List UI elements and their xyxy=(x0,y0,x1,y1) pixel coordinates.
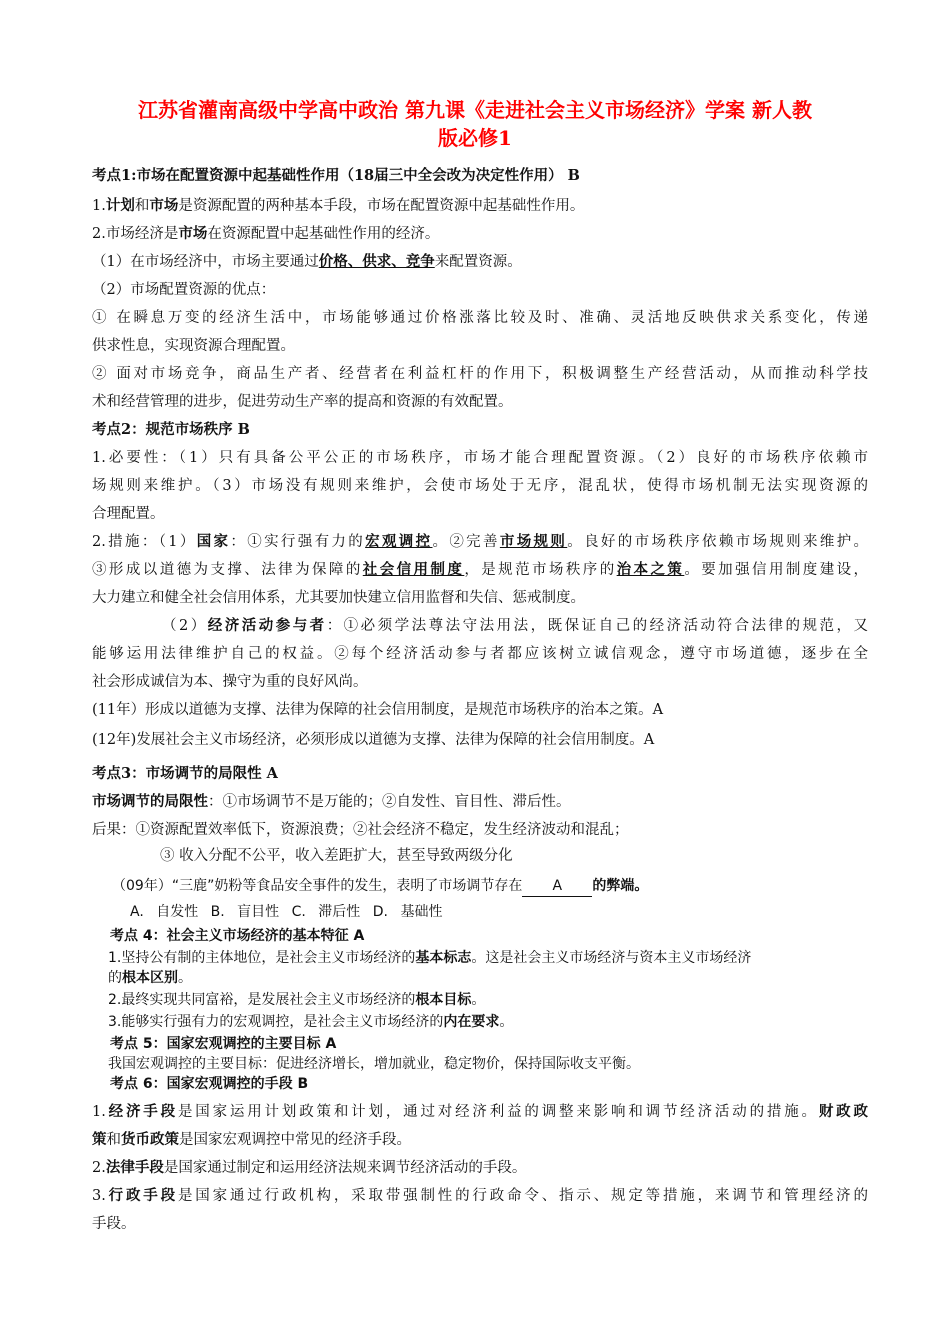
text: 的 xyxy=(108,970,122,986)
text: ③形成以道德为支撑、法律为保障的 xyxy=(92,562,363,578)
text: 。②完善 xyxy=(432,534,500,550)
text: 是国家通过行政机构，采取带强制性的行政命令、指示、规定等措施，来调节和管理经济的 xyxy=(177,1188,868,1204)
title-line-1: 江苏省灌南高级中学高中政治 第九课《走进社会主义市场经济》学案 新人教 xyxy=(138,98,812,122)
text: 在资源配置中起基础性作用的经济。 xyxy=(207,226,440,242)
text: 。要加强信用制度建设， xyxy=(684,562,869,578)
emphasis: 财政政 xyxy=(818,1103,869,1120)
kp2-line-7 xyxy=(162,616,868,636)
text: ，是规范市场秩序的 xyxy=(464,562,617,578)
kp6-line-1 xyxy=(92,1102,868,1122)
document-title xyxy=(80,96,870,152)
emphasis: 法律手段 xyxy=(105,1159,164,1176)
text: 2.措施：（1） xyxy=(92,534,197,550)
kp4-line-3 xyxy=(108,990,884,1010)
emphasis: 策 xyxy=(92,1131,107,1148)
kp3-heading: 考点3：市场调节的局限性 A xyxy=(92,765,278,782)
emphasis: 经济手段 xyxy=(105,1103,178,1120)
text: 是国家通过制定和运用经济法规来调节经济活动的手段。 xyxy=(163,1160,527,1176)
text: 是资源配置的两种基本手段，市场在配置资源中起基础性作用。 xyxy=(178,198,585,214)
kp3-line-3: ③ 收入分配不公平，收入差距扩大，甚至导致两级分化 xyxy=(160,848,513,864)
emphasis: 市场 xyxy=(178,225,208,242)
kp1-line-5: ① 在瞬息万变的经济生活中，市场能够通过价格涨落比较及时、准确、灵活地反映供求关系变化，传递 xyxy=(92,310,868,326)
text: 1.坚持公有制的主体地位，是社会主义市场经济的 xyxy=(108,950,416,966)
text: 是国家宏观调控中常见的经济手段。 xyxy=(179,1132,411,1148)
kp2-heading: 考点2：规范市场秩序 B xyxy=(92,421,250,438)
text: ：①实行强有力的 xyxy=(230,534,366,550)
text: 的弊端。 xyxy=(592,878,649,894)
kp2-line-2: 场规则来维护。（3）市场没有规则来维护，会使市场处于无序，混乱状，使得市场机制无法实现资源的 xyxy=(92,478,868,494)
kp1-line-2 xyxy=(92,224,868,244)
kp1-line-3 xyxy=(92,252,868,272)
kp4-line-1 xyxy=(108,948,868,968)
kp3-line-1 xyxy=(92,792,868,812)
kp2-line-5 xyxy=(92,560,868,580)
kp1-line-4: （2）市场配置资源的优点： xyxy=(92,282,276,298)
kp1-line-8: 术和经营管理的进步，促进劳动生产率的提高和资源的有效配置。 xyxy=(92,394,513,410)
text: ：①市场调节不是万能的；②自发性、盲目性、滞后性。 xyxy=(208,794,571,810)
underlined-term: 治本之策 xyxy=(616,561,685,578)
kp2-line-3: 合理配置。 xyxy=(92,506,165,522)
kp1-line-1 xyxy=(92,196,868,216)
text: 3.能够实行强有力的宏观调控，是社会主义市场经济的 xyxy=(108,1014,444,1030)
kp2-line-10: (11年）形成以道德为支撑、法律为保障的社会信用制度，是规范市场秩序的治本之策。A xyxy=(92,702,664,718)
text: 。 xyxy=(178,970,192,986)
emphasis: 市场 xyxy=(149,197,179,214)
text: 。 xyxy=(499,1014,514,1030)
emphasis: 计划 xyxy=(105,197,135,214)
kp5-heading: 考点 5：国家宏观调控的主要目标 A xyxy=(110,1036,337,1052)
kp2-line-1: 1.必要性：（1）只有具备公平公正的市场秩序，市场才能合理配置资源。（2）良好的市场秩序依赖市 xyxy=(92,450,868,466)
kp2-line-8: 能够运用法律维护自己的权益。②每个经济活动参与者都应该树立诚信观念，遵守市场道德，逐步在全 xyxy=(92,646,868,662)
emphasis: 基本标志 xyxy=(415,950,472,966)
kp1-heading: 考点1:市场在配置资源中起基础性作用（18届三中全会改为决定性作用） B xyxy=(92,167,580,184)
kp3-question xyxy=(112,876,888,897)
kp6-line-2 xyxy=(92,1130,868,1150)
text: 和 xyxy=(134,198,150,214)
kp4-line-4 xyxy=(108,1012,884,1032)
title-line-2: 版必修1 xyxy=(438,126,512,150)
emphasis: 行政手段 xyxy=(105,1187,178,1204)
text: 2.市场经济是 xyxy=(92,226,179,242)
kp1-line-6: 供求性息，实现资源合理配置。 xyxy=(92,338,295,354)
kp6-line-3 xyxy=(92,1158,868,1178)
text: （2） xyxy=(162,618,208,634)
emphasis: 经济活动参与者 xyxy=(207,617,327,634)
underlined-term: 宏观调控 xyxy=(365,533,433,550)
text: 。 xyxy=(471,992,486,1008)
text: （1）在市场经济中，市场主要通过 xyxy=(92,254,319,270)
text: （09年）“三鹿”奶粉等食品安全事件的发生，表明了市场调节存在 xyxy=(112,878,523,894)
underlined-term: 社会信用制度 xyxy=(362,561,465,578)
emphasis: 国家 xyxy=(196,533,231,550)
kp3-options: A. 自发性 B. 盲目性 C. 滞后性 D. 基础性 xyxy=(130,904,443,920)
kp4-heading: 考点 4：社会主义市场经济的基本特征 A xyxy=(110,928,365,944)
kp2-line-9: 社会形成诚信为本、操守为重的良好风尚。 xyxy=(92,674,368,690)
kp2-line-11: (12年)发展社会主义市场经济，必须形成以道德为支撑、法律为保障的社会信用制度。A xyxy=(92,732,655,748)
text: 来配置资源。 xyxy=(434,254,522,270)
kp3-line-2: 后果：①资源配置效率低下，资源浪费；②社会经济不稳定，发生经济波动和混乱； xyxy=(92,822,629,838)
kp6-line-5: 手段。 xyxy=(92,1216,136,1232)
text: 3. xyxy=(92,1188,106,1204)
emphasis: 货币政策 xyxy=(121,1131,179,1148)
kp6-line-4 xyxy=(92,1186,868,1206)
emphasis: 内在要求 xyxy=(443,1014,500,1030)
text: 2.最终实现共同富裕，是发展社会主义市场经济的 xyxy=(108,992,416,1008)
kp6-heading: 考点 6：国家宏观调控的手段 B xyxy=(110,1076,309,1092)
kp2-line-6: 大力建立和健全社会信用体系，尤其要加快建立信用监督和失信、惩戒制度。 xyxy=(92,590,585,606)
underlined-term: 市场规则 xyxy=(499,533,568,550)
emphasis: 根本目标 xyxy=(415,992,472,1008)
answer-blank: A xyxy=(522,876,592,897)
emphasis: 市场调节的局限性 xyxy=(92,793,208,810)
emphasis: 根本区别 xyxy=(122,970,178,986)
text: ：①必须学法尊法守法用法，既保证自己的经济活动符合法律的规范，又 xyxy=(326,618,869,634)
underlined-term: 价格、供求、竞争 xyxy=(318,253,435,270)
text: 1. xyxy=(92,1104,106,1120)
text: 是国家运用计划政策和计划，通过对经济利益的调整来影响和调节经济活动的措施。 xyxy=(177,1104,819,1120)
text: 。良好的市场秩序依赖市场规则来维护。 xyxy=(567,534,869,550)
text: 和 xyxy=(106,1132,121,1148)
text: 。这是社会主义市场经济与资本主义市场经济 xyxy=(471,950,752,966)
kp2-line-4 xyxy=(92,532,868,552)
text: 1. xyxy=(92,198,106,214)
kp1-line-7: ② 面对市场竞争，商品生产者、经营者在利益杠杆的作用下，积极调整生产经营活动，从而推动科学技 xyxy=(92,366,868,382)
kp4-line-2 xyxy=(108,968,884,988)
kp5-line-1: 我国宏观调控的主要目标：促进经济增长，增加就业，稳定物价，保持国际收支平衡。 xyxy=(108,1056,640,1072)
text: 2. xyxy=(92,1160,106,1176)
